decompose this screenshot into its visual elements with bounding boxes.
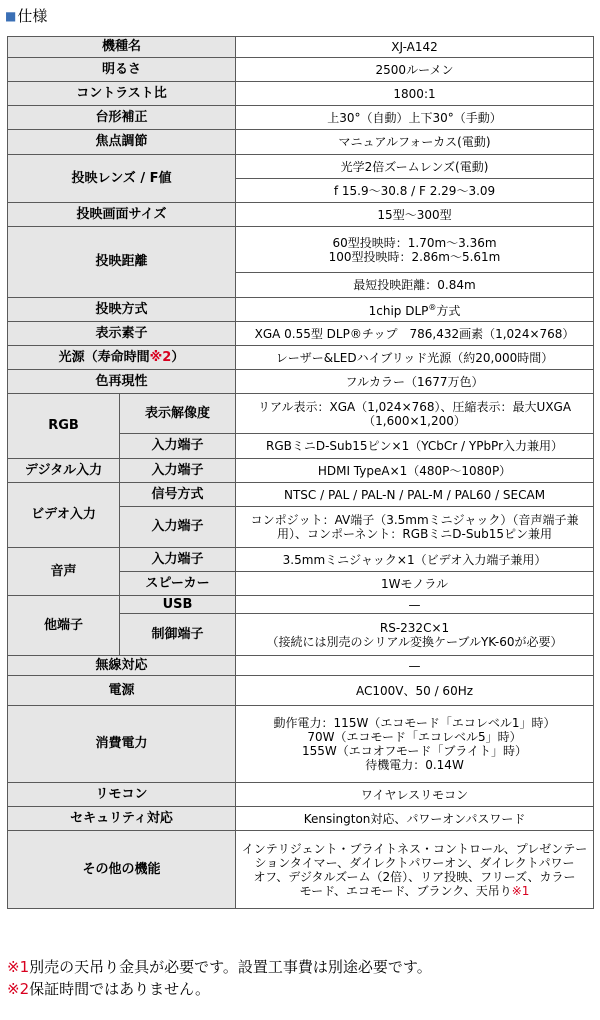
row-value: Kensington対応、パワーオンパスワード [236,807,594,831]
table-row [8,783,594,807]
row-value [236,298,594,322]
row-value [236,831,594,909]
table-row [8,322,594,346]
label-text: 光源（寿命時間 [58,349,150,365]
row-value: 1Wモノラル [236,572,594,596]
footnote-mark: ※2 [7,980,30,998]
row-label [8,346,236,370]
footnote-text: 別売の天吊り金具が必要です。設置工事費は別途必要です。 [29,958,432,976]
footnote-mark: ※1 [7,958,30,976]
value-line: 動作電力：115W（エコモード「エコレベル1」時） [273,716,556,730]
row-value: 3.5mmミニジャック×1（ビデオ入力端子兼用） [236,548,594,572]
row-value: RGBミニD-Sub15ピン×1（YCbCr / YPbPr入力兼用） [236,434,594,459]
row-value [236,227,594,273]
row-value: f 15.9～30.8 / F 2.29～3.09 [236,179,594,203]
row-value: 光学2倍ズームレンズ(電動) [236,155,594,179]
row-value: 1800:1 [236,82,594,106]
table-row [8,831,594,909]
row-label: 表示素子 [8,322,236,346]
value-line: リアル表示：XGA（1,024×768）、圧縮表示：最大UXGA [257,399,572,414]
row-label: 消費電力 [8,706,236,783]
row-value: 最短投映距離：0.84m [236,273,594,298]
row-value: XJ-A142 [236,37,594,58]
value-line: （接続には別売のシリアル変換ケーブルYK-60が必要） [266,634,563,649]
value-line: 155W（エコオフモード「ブライト」時） [301,744,528,758]
table-row [8,706,594,783]
row-value: 2500ルーメン [236,58,594,82]
row-label: セキュリティ対応 [8,807,236,831]
value-line: 70W（エコモード「エコレベル5」時） [307,730,522,744]
sub-label: スピーカー [120,572,236,596]
note-mark: ※2 [149,349,172,365]
footnote [7,978,432,1000]
row-value: レーザー&LEDハイブリッド光源（約20,000時間） [236,346,594,370]
row-label: 焦点調節 [8,130,236,155]
value-line: RS-232C×1 [379,620,450,635]
value-line: 60型投映時：1.70m～3.36m [332,235,497,250]
table-row [8,155,594,179]
sub-label: 入力端子 [120,507,236,548]
sub-label: USB [120,596,236,614]
row-value: HDMI TypeA×1（480P～1080P） [236,459,594,483]
row-label: その他の機能 [8,831,236,909]
value-line: ションタイマー、ダイレクトパワーオン、ダイレクトパワー [254,855,575,870]
table-row [8,346,594,370]
row-label: 色再現性 [8,370,236,394]
row-value: NTSC / PAL / PAL-N / PAL-M / PAL60 / SECAM [236,483,594,507]
spec-table [7,36,594,909]
table-row [8,676,594,706]
table-row [8,130,594,155]
group-label: 音声 [8,548,120,596]
value-line: 待機電力：0.14W [365,758,464,772]
sub-label: 制御端子 [120,614,236,656]
square-bullet-icon: ■ [5,9,17,23]
table-row [8,807,594,831]
value-line: インテリジェント・ブライトネス・コントロール、プレゼンテー [241,841,588,856]
value-text: モード、エコモード、ブランク、天吊り [299,883,512,898]
sub-label: 信号方式 [120,483,236,507]
row-label: 投映距離 [8,227,236,298]
value-line: コンポジット：AV端子（3.5mmミニジャック）（音声端子兼 [250,513,579,527]
value-line: （1,600×1,200） [363,413,466,428]
table-row [8,459,594,483]
note-mark: ※1 [511,883,530,898]
section-title-text: 仕様 [17,7,48,25]
row-value: — [236,656,594,676]
row-label: 台形補正 [8,106,236,130]
footnote-text: 保証時間ではありません。 [29,980,211,998]
table-row [8,394,594,434]
value-line: 用）、コンポーネント：RGBミニD-Sub15ピン兼用 [277,527,552,541]
row-value: 15型～300型 [236,203,594,227]
table-row [8,106,594,130]
row-label: 機種名 [8,37,236,58]
table-row [8,548,594,572]
footnote [7,956,432,978]
table-row [8,227,594,273]
table-row [8,203,594,227]
row-label: 明るさ [8,58,236,82]
row-label: 無線対応 [8,656,236,676]
row-value [236,706,594,783]
row-label: 投映レンズ / F値 [8,155,236,203]
group-label: ビデオ入力 [8,483,120,548]
row-value: AC100V、50 / 60Hz [236,676,594,706]
section-title [5,6,47,26]
group-label: デジタル入力 [8,459,120,483]
value-text: 1chip DLP [368,304,429,318]
table-row [8,483,594,507]
row-value [236,614,594,656]
row-label: リモコン [8,783,236,807]
value-line: 100型投映時：2.86m～5.61m [328,249,501,264]
row-value: マニュアルフォーカス(電動) [236,130,594,155]
row-value: XGA 0.55型 DLP®チップ 786,432画素（1,024×768） [236,322,594,346]
registered-mark: ® [428,303,437,312]
row-value [236,507,594,548]
table-row [8,82,594,106]
value-text: 方式 [436,304,461,318]
row-value: — [236,596,594,614]
row-label: 投映方式 [8,298,236,322]
value-line [239,884,590,898]
sub-label: 入力端子 [120,459,236,483]
row-label: 電源 [8,676,236,706]
row-value: フルカラー（1677万色） [236,370,594,394]
sub-label: 表示解像度 [120,394,236,434]
row-value [236,394,594,434]
sub-label: 入力端子 [120,434,236,459]
row-value: ワイヤレスリモコン [236,783,594,807]
label-text: ） [171,349,185,365]
row-label: 投映画面サイズ [8,203,236,227]
table-row [8,656,594,676]
sub-label: 入力端子 [120,548,236,572]
value-line: オフ、デジタルズーム（2倍）、リア投映、フリーズ、カラー [253,869,576,884]
table-row [8,58,594,82]
table-row [8,298,594,322]
group-label: RGB [8,394,120,459]
table-row [8,596,594,614]
table-row [8,370,594,394]
table-row [8,37,594,58]
row-label: コントラスト比 [8,82,236,106]
group-label: 他端子 [8,596,120,656]
footnotes [7,956,432,1000]
row-value: 上30°（自動）上下30°（手動） [236,106,594,130]
